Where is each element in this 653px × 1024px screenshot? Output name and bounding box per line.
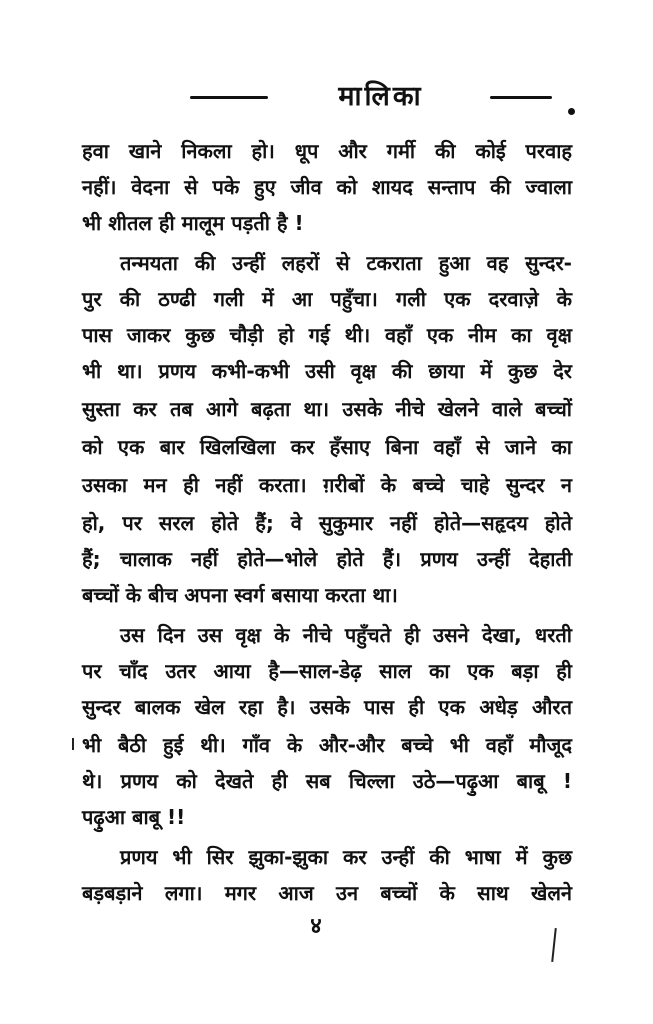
text-line: तन्मयता की उन्हीं लहरों से टकराता हुआ वह सुन्दर- xyxy=(120,251,572,275)
text-line: पुर की ठण्ढी गली में आ पहुँचा। गली एक दरवाज़े के xyxy=(82,287,572,311)
text-line: सुन्दर बालक खेल रहा है। उसके पास ही एक अधेड़ औरत xyxy=(82,695,572,719)
header-title: मालिका xyxy=(338,81,424,112)
text-line: भी था। प्रणय कभी-कभी उसी वृक्ष की छाया में कुछ देर xyxy=(82,359,572,383)
text-line: हो, पर सरल होते हैं; वे सुकुमार नहीं होते—सहृदय होते xyxy=(82,511,572,535)
text-line: उस दिन उस वृक्ष के नीचे पहुँचते ही उसने देखा, धरती xyxy=(120,623,572,647)
header-rule-right xyxy=(490,96,552,99)
text-line: नहीं। वेदना से पके हुए जीव को शायद सन्ताप की ज्वाला xyxy=(82,175,572,199)
text-line: बड़बड़ाने लगा। मगर आज उन बच्चों के साथ खेलने xyxy=(82,881,572,905)
scan-mark xyxy=(551,928,557,962)
page-number: ४ xyxy=(310,914,322,939)
text-line: हैं; चालाक नहीं होते—भोले होते हैं। प्रणय उन्हीं देहाती xyxy=(82,547,572,571)
text-line: सुस्ता कर तब आगे बढ़ता था। उसके नीचे खेलने वाले बच्चों xyxy=(82,397,572,421)
text-line: पास जाकर कुछ चौड़ी हो गई थी। वहाँ एक नीम का वृक्ष xyxy=(82,323,572,347)
text-line: पढ़ुआ बाबू !! xyxy=(82,805,186,829)
running-header xyxy=(190,78,580,118)
scan-mark xyxy=(72,738,74,750)
header-dot xyxy=(568,108,575,115)
text-line: प्रणय भी सिर झुका-झुका कर उन्हीं की भाषा में कुछ xyxy=(120,845,572,869)
text-line: उसका मन ही नहीं करता। ग़रीबों के बच्चे चाहे सुन्दर न xyxy=(82,473,572,497)
header-rule-left xyxy=(190,96,268,99)
text-line: बच्चों के बीच अपना स्वर्ग बसाया करता था। xyxy=(82,583,398,607)
text-line: हवा खाने निकला हो। धूप और गर्मी की कोई परवाह xyxy=(82,139,572,163)
text-line: पर चाँद उतर आया है—साल-डेढ़ साल का एक बड़ा ही xyxy=(82,659,572,683)
text-line: भी शीतल ही मालूम पड़ती है ! xyxy=(82,211,304,235)
text-line: को एक बार खिलखिला कर हँसाए बिना वहाँ से जाने का xyxy=(82,435,572,459)
text-line: भी बैठी हुई थी। गाँव के और-और बच्चे भी वहाँ मौजूद xyxy=(82,733,572,757)
text-line: थे। प्रणय को देखते ही सब चिल्ला उठे—पढ़ुआ बाबू ! xyxy=(82,769,572,793)
